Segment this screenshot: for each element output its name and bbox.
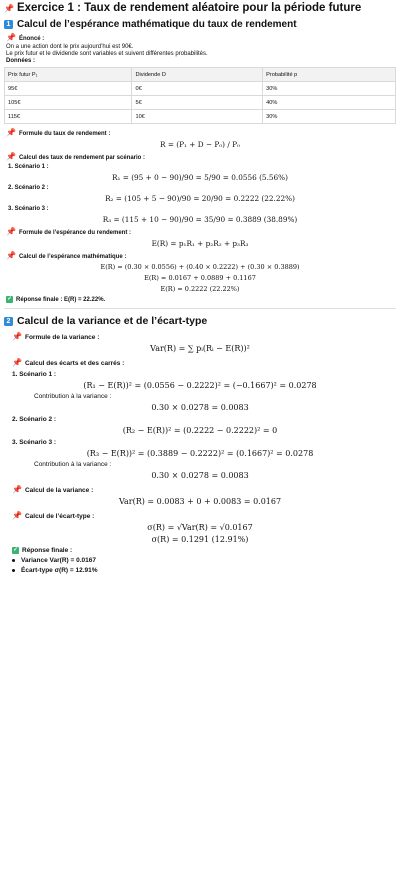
table-cell: 30% [263,110,396,124]
table-row [5,110,396,124]
formula-esperance: E(R) = p₁R₁ + p₂R₂ + p₃R₃ [151,239,249,248]
data-table [4,67,396,124]
formule-esperance-label: 📌 Formule de l’espérance du rendement : [6,227,131,236]
calc-label: 📌 Calcul des taux de rendement par scénario : [6,152,146,161]
final-answer-1: ✓ Réponse finale : E(R) = 22.22%. [7,296,106,303]
final-ecart-type-item: Écart-type σ(R) = 12.91% [12,567,396,574]
var-scenario-3-equation: (R₃ − E(R))² = (0.3889 − 0.2222)² = (0.1667)² = 0.0278 [86,449,314,458]
table-cell: 30% [263,82,396,96]
enonce-line-1: On a une action dont le prix aujourd’hui est 90€. [6,44,134,50]
formula-rendement: R = (P₁ + D − P₀) / P₀ [160,140,240,149]
ecart-type-line-1: σ(R) = √Var(R) = √0.0167 [147,523,253,532]
scenario-1-equation: R₁ = (95 + 0 − 90)/90 = 5/90 = 0.0556 (5.56%) [112,173,288,182]
scenario-3-equation: R₃ = (115 + 10 − 90)/90 = 35/90 = 0.3889 (38.89%) [102,215,298,224]
calc-variance-label: 📌 Calcul de la variance : [12,485,94,494]
calc-ecart-type-label: 📌 Calcul de l’écart-type : [12,511,95,520]
formule-label: 📌 Formule du taux de rendement : [6,128,111,137]
check-icon: ✓ [7,296,12,302]
formule-variance-label: 📌 Formule de la variance : [12,332,100,341]
ecart-type-line-2: σ(R) = 0.1291 (12.91%) [151,535,249,544]
section-2-title: Calcul de la variance et de l’écart-type [17,315,208,327]
pin-icon: 📌 [4,4,14,13]
divider [4,308,396,309]
table-row [5,96,396,110]
calc-esperance-label: 📌 Calcul de l’espérance mathématique : [6,251,127,260]
pin-icon: 📌 [12,332,22,341]
pin-icon: 📌 [12,358,22,367]
page-title-text: Exercice 1 : Taux de rendement aléatoire pour la période future [16,2,362,14]
enonce-label: 📌 Énoncé : [6,33,45,42]
section-1-title: Calcul de l’espérance mathématique du taux de rendement [17,19,297,30]
var-scenario-3-contrib: 0.30 × 0.0278 = 0.0083 [151,471,249,480]
scenario-2-label: 2. Scénario 2 : [8,185,49,191]
bullet-icon [12,559,15,562]
var-scenario-1-contrib: 0.30 × 0.0278 = 0.0083 [151,403,249,412]
final-answer-2: ✓ Réponse finale : [13,547,73,554]
var-scenario-2-equation: (R₂ − E(R))² = (0.2222 − 0.2222)² = 0 [122,426,278,435]
number-1-icon: 1 [4,20,13,29]
table-cell: 40% [263,96,396,110]
table-cell: 105€ [5,96,132,110]
table-cell: 95€ [5,82,132,96]
table-header-row [5,68,396,82]
bullet-icon [12,569,15,572]
pin-icon: 📌 [6,33,16,42]
scenario-2-equation: R₂ = (105 + 5 − 90)/90 = 20/90 = 0.2222 (22.22%) [105,194,295,203]
table-row [5,82,396,96]
pin-icon: 📌 [6,227,16,236]
table-cell: 115€ [5,110,132,124]
table-header: Prix futur P₁ [5,68,132,82]
table-header: Dividende D [132,68,263,82]
var-scenario-1-label: 1. Scénario 1 : [12,371,57,378]
scenario-1-label: 1. Scénario 1 : [8,164,49,170]
var-scenario-1-equation: (R₁ − E(R))² = (0.0556 − 0.2222)² = (−0.1667)² = 0.0278 [83,381,317,390]
donnees-label: Données : [6,58,36,64]
table-cell: 10€ [132,110,263,124]
section-2-heading [4,315,396,327]
table-cell: 5€ [132,96,263,110]
number-2-icon: 2 [4,317,13,326]
pin-icon: 📌 [6,128,16,137]
esperance-line-3: E(R) = 0.2222 (22.22%) [160,285,240,293]
contrib-label: Contribution à la variance : [34,461,112,468]
esperance-line-1: E(R) = (0.30 × 0.0556) + (0.40 × 0.2222) + (0.30 × 0.3889) [100,263,300,271]
enonce-line-2: Le prix futur et le dividende sont variables et suivent différentes probabilités. [6,51,208,57]
var-scenario-2-label: 2. Scénario 2 : [12,416,57,423]
scenario-3-label: 3. Scénario 3 : [8,206,49,212]
formula-variance: Var(R) = ∑ pᵢ(Rᵢ − E(R))² [150,344,250,353]
pin-icon: 📌 [12,485,22,494]
pin-icon: 📌 [12,511,22,520]
page-title [4,2,396,15]
var-scenario-3-label: 3. Scénario 3 : [12,439,57,446]
check-icon: ✓ [13,547,18,553]
table-cell: 0€ [132,82,263,96]
variance-equation: Var(R) = 0.0083 + 0 + 0.0083 = 0.0167 [118,497,282,506]
contrib-label: Contribution à la variance : [34,393,112,400]
ecarts-label: 📌 Calcul des écarts et des carrés : [12,358,125,367]
table-header: Probabilité p [263,68,396,82]
esperance-line-2: E(R) = 0.0167 + 0.0889 + 0.1167 [144,274,256,282]
final-variance-item: Variance Var(R) = 0.0167 [12,557,396,564]
section-1-heading [4,19,396,30]
pin-icon: 📌 [6,251,16,260]
pin-icon: 📌 [6,152,16,161]
